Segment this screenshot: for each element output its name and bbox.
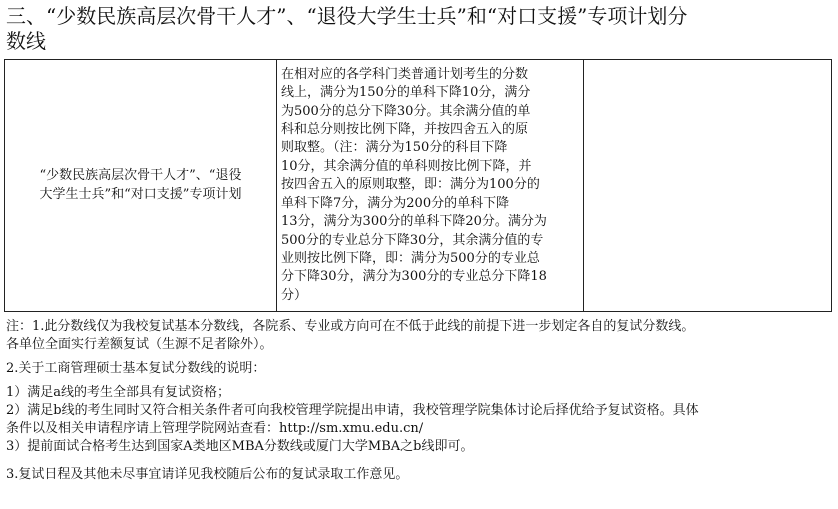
rule-line: 业则按比例下降，即：满分为500分的专业总 bbox=[281, 250, 540, 266]
rule-line: 13分，满分为300分的单科下降20分。满分为 bbox=[281, 214, 547, 230]
rule-line: 分） bbox=[281, 287, 308, 303]
note-2-item-1: 1）满足a线的考生全部具有复试资格； bbox=[6, 385, 231, 400]
rule-line: 线上，满分为150分的单科下降10分，满分 bbox=[281, 85, 531, 101]
rule-line: 在相对应的各学科门类普通计划考生的分数 bbox=[281, 66, 529, 82]
note-2: 2.关于工商管理硕士基本复试分数线的说明： bbox=[6, 361, 266, 376]
note-1-cont: 各单位全面实行差额复试（生源不足者除外）。 bbox=[6, 337, 273, 352]
note-2-item-2-cont bbox=[6, 420, 699, 438]
table-row bbox=[5, 60, 832, 312]
rule-line: 则取整。（注：满分为150分的科目下降 bbox=[281, 140, 508, 156]
note-2-item-3: 3）提前面试合格考生达到国家A类地区MBA分数线或厦门大学MBA之b线即可。 bbox=[6, 439, 474, 454]
title-line: 三、“少数民族高层次骨干人才”、“退役大学生士兵”和“对口支援”专项计划分 bbox=[6, 4, 688, 28]
rule-line: 科和总分则按比例下降，并按四舍五入的原 bbox=[281, 122, 529, 138]
category-cell bbox=[5, 60, 277, 312]
note-text: 条件以及相关申请程序请上管理学院网站查看： bbox=[6, 421, 280, 436]
rule-line: 500分的专业总分下降30分，其余满分值的专 bbox=[281, 232, 544, 248]
rule-line: 10分，其余满分值的单科则按比例下降，并 bbox=[281, 158, 532, 174]
rule-cell bbox=[277, 60, 584, 312]
special-plan-table bbox=[4, 59, 832, 312]
category-line: 大学生士兵”和“对口支援”专项计划 bbox=[39, 186, 242, 202]
category-line: “少数民族高层次骨干人才”、“退役 bbox=[39, 168, 242, 184]
rule-line: 分下降30分，满分为300分的专业总分下降18 bbox=[281, 269, 547, 285]
rule-line: 按四舍五入的原则取整，即：满分为100分的 bbox=[281, 177, 540, 193]
note-2-item-2: 2）满足b线的考生同时又符合相关条件者可向我校管理学院提出申请，我校管理学院集体讨论后择优给予复试资格。具体 bbox=[6, 403, 699, 418]
note-1: 注：1.此分数线仅为我校复试基本分数线，各院系、专业或方向可在不低于此线的前提下进一步划定各自的复试分数线。 bbox=[6, 319, 695, 334]
note-3: 3.复试日程及其他未尽事宜请详见我校随后公布的复试录取工作意见。 bbox=[6, 467, 409, 482]
school-website-link[interactable]: http://sm.xmu.edu.cn/ bbox=[279, 421, 424, 436]
empty-cell bbox=[584, 60, 832, 312]
section-title bbox=[6, 4, 687, 54]
rule-line: 单科下降7分，满分为200分的单科下降 bbox=[281, 195, 510, 211]
title-line: 数线 bbox=[6, 29, 46, 53]
notes bbox=[6, 318, 699, 484]
rule-line: 为500分的总分下降30分。其余满分值的单 bbox=[281, 103, 531, 119]
